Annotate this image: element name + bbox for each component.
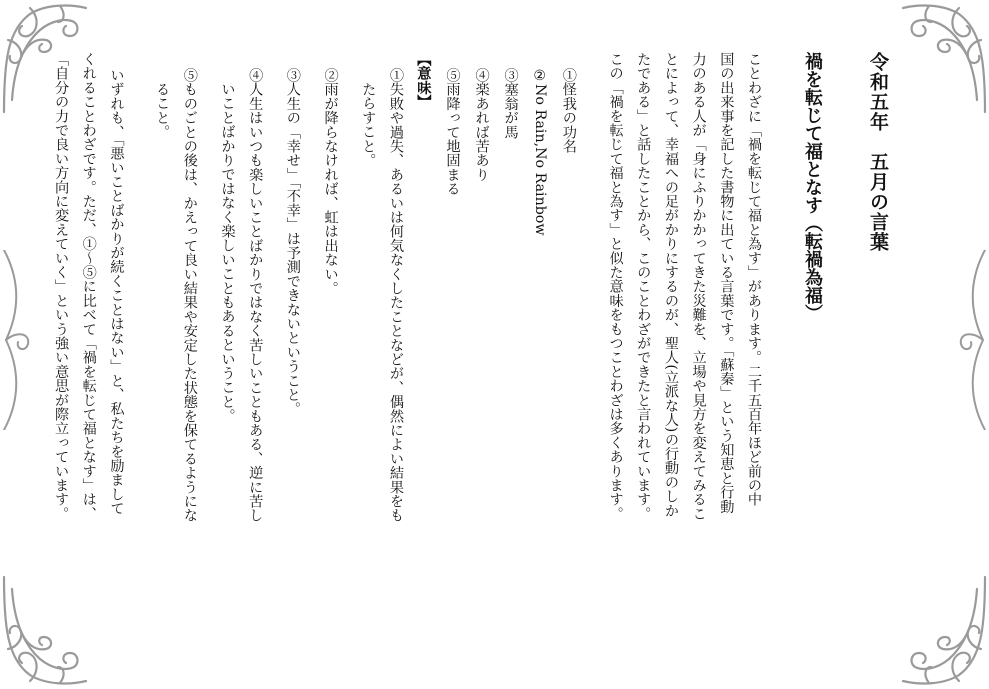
intro-line: この「禍を転じて福と為す」と似た意味をもつことわざは多くあります。 [607, 52, 624, 521]
similar-proverb-item: ②No Rain,No Rainbow [531, 67, 548, 236]
intro-line: 力のある人が「身にふりかかってきた災難を、立場や見方を変えてみるこ [690, 52, 707, 521]
similar-proverb-item: ①怪我の功名 [560, 67, 577, 153]
intro-line: ことわざに「禍を転じて福と為す」があります。二千五百年ほど前の中 [746, 52, 762, 507]
meaning-line: ②雨が降らなければ、虹は出ない。 [322, 67, 339, 295]
meaning-line: たらすこと。 [360, 81, 377, 168]
vertical-text-body [53, 52, 892, 642]
closing-line: 「自分の力で良い方向に変えていく」という強い意思が際立っています。 [53, 52, 70, 521]
meaning-line: ③人生の「幸せ」「不幸」は予測できないということ。 [284, 67, 301, 416]
intro-line: とによって、幸福への足がかりにするのが、聖人(立派な人)の行動のしか [662, 52, 679, 518]
closing-line: いずれも、「悪いことばかりが続くことはない」と、私たちを励まして [108, 67, 125, 515]
meaning-line: ⑤ものごとの後は、かえって良い結果や安定した状態を保てるようにな [181, 67, 198, 523]
closing-line: くれることわざです。ただ、①～⑤に比べて「禍を転じて福となす」は、 [80, 52, 97, 521]
page-heading: 令和五年 五月の言葉 [867, 52, 889, 252]
proverb-title: 禍を転じて福となす（転禍為福） [802, 52, 823, 322]
meaning-heading: 【意味】 [415, 52, 432, 109]
similar-proverb-item: ⑤雨降って地固まる [444, 67, 461, 196]
meaning-line: ①失敗や過失、あるいは何気なくしたことなどが、偶然によい結果をも [387, 67, 404, 523]
meaning-line: いことばかりではなく楽しいこともあるということ。 [219, 81, 236, 423]
similar-proverb-item: ③塞翁が馬 [502, 67, 519, 139]
meaning-line: ④人生はいつも楽しいことばかりではなく苦しいこともある、逆に苦し [247, 67, 264, 523]
right-edge-flourish [949, 250, 989, 430]
intro-line: たである」と話したことから、このことわざができたと言われています。 [635, 52, 652, 521]
meaning-line: ること。 [154, 81, 171, 139]
left-edge-flourish [0, 250, 40, 430]
similar-proverb-item: ④楽あれば苦あり [473, 67, 490, 182]
intro-line: 国の出来事を記した書物に出ている言葉です。「蘇秦」という知恵と行動 [718, 52, 735, 514]
